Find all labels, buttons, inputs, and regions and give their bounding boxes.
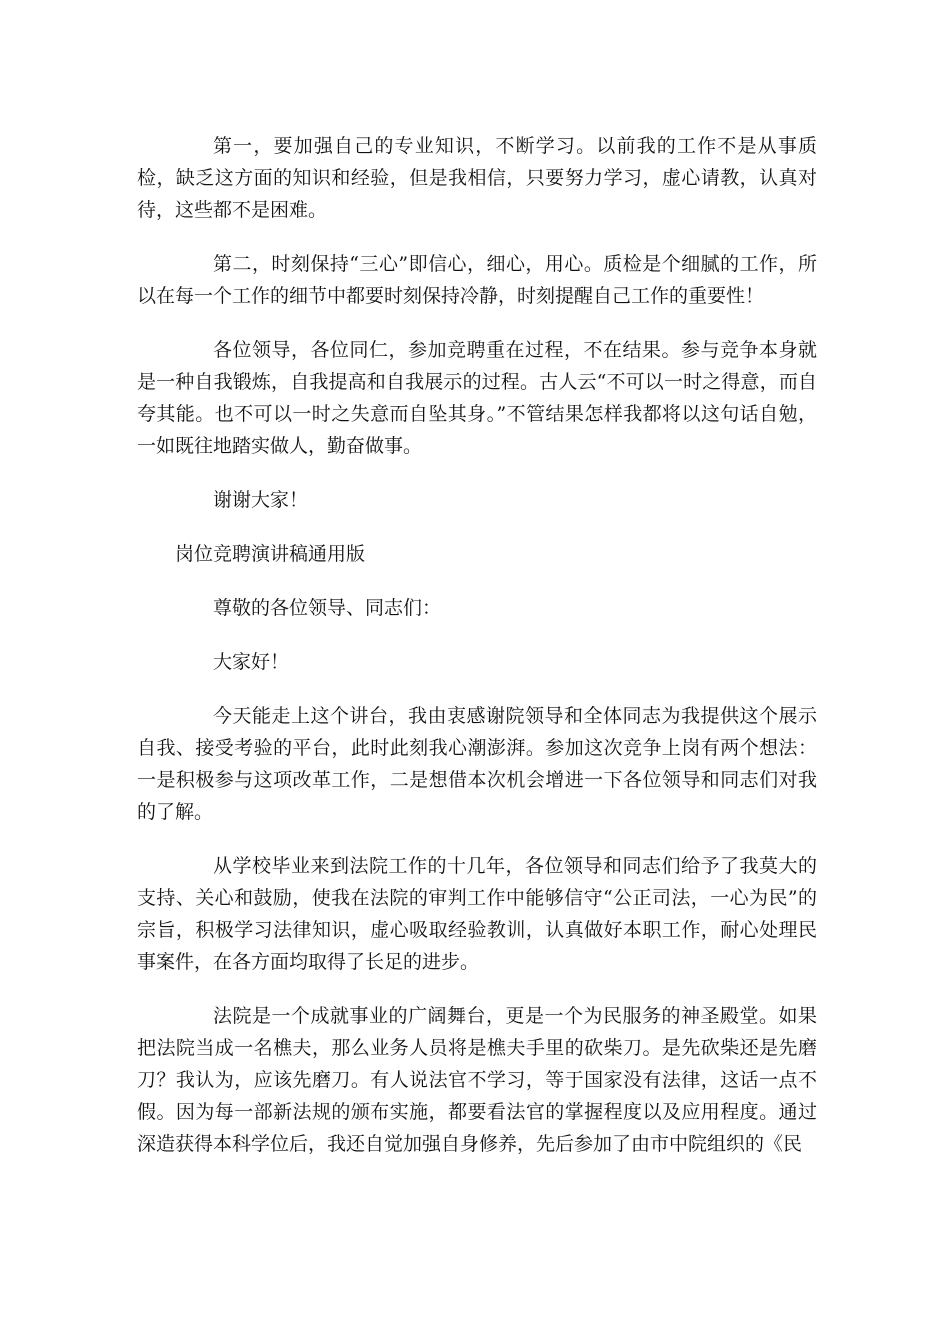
paragraph-first-point: 第一，要加强自己的专业知识，不断学习。以前我的工作不是从事质检，缺乏这方面的知识和经验，但是我相信，只要努力学习，虚心请教，认真对待，这些都不是困难。 — [137, 135, 817, 221]
document-page — [137, 130, 817, 1182]
paragraph-career: 从学校毕业来到法院工作的十几年，各位领导和同志们给予了我莫大的支持、关心和鼓励，使我在法院的审判工作中能够信守“公正司法，一心为民”的宗旨，积极学习法律知识，虚心吸取经验教训，认真做好本职工作，耐心处理民事案件，在各方面均取得了长足的进步。 — [137, 855, 817, 973]
greeting: 大家好！ — [213, 651, 290, 673]
section-title: 岗位竞聘演讲稿通用版 — [175, 543, 366, 565]
paragraph-closing-remarks: 各位领导，各位同仁，参加竞聘重在过程，不在结果。参与竞争本身就是一种自我锻炼，自我提高和自我展示的过程。古人云“不可以一时之得意，而自夸其能。也不可以一时之失意而自坠其身。”不管结果怎样我都将以这句话自勉，一如既往地踏实做人，勤奋做事。 — [137, 339, 817, 457]
paragraph-court-stage: 法院是一个成就事业的广阔舞台，更是一个为民服务的神圣殿堂。如果把法院当成一名樵夫，那么业务人员将是樵夫手里的砍柴刀。是先砍柴还是先磨刀？我认为，应该先磨刀。有人说法官不学习，等于国家没有法律，这话一点不假。因为每一部新法规的颁布实施，都要看法官的掌握程度以及应用程度。通过深造获得本科学位后，我还自觉加强自身修养，先后参加了由市中院组织的《民 — [137, 1005, 817, 1155]
paragraph-thanks: 谢谢大家！ — [213, 489, 309, 511]
salutation: 尊敬的各位领导、同志们： — [213, 597, 442, 619]
paragraph-second-point: 第二，时刻保持“三心”即信心，细心，用心。质检是个细腻的工作，所以在每一个工作的细节中都要时刻保持冷静，时刻提醒自己工作的重要性！ — [137, 253, 817, 307]
paragraph-opening: 今天能走上这个讲台，我由衷感谢院领导和全体同志为我提供这个展示自我、接受考验的平台，此时此刻我心潮澎湃。参加这次竞争上岗有两个想法：一是积极参与这项改革工作，二是想借本次机会增进一下各位领导和同志们对我的了解。 — [137, 705, 817, 823]
